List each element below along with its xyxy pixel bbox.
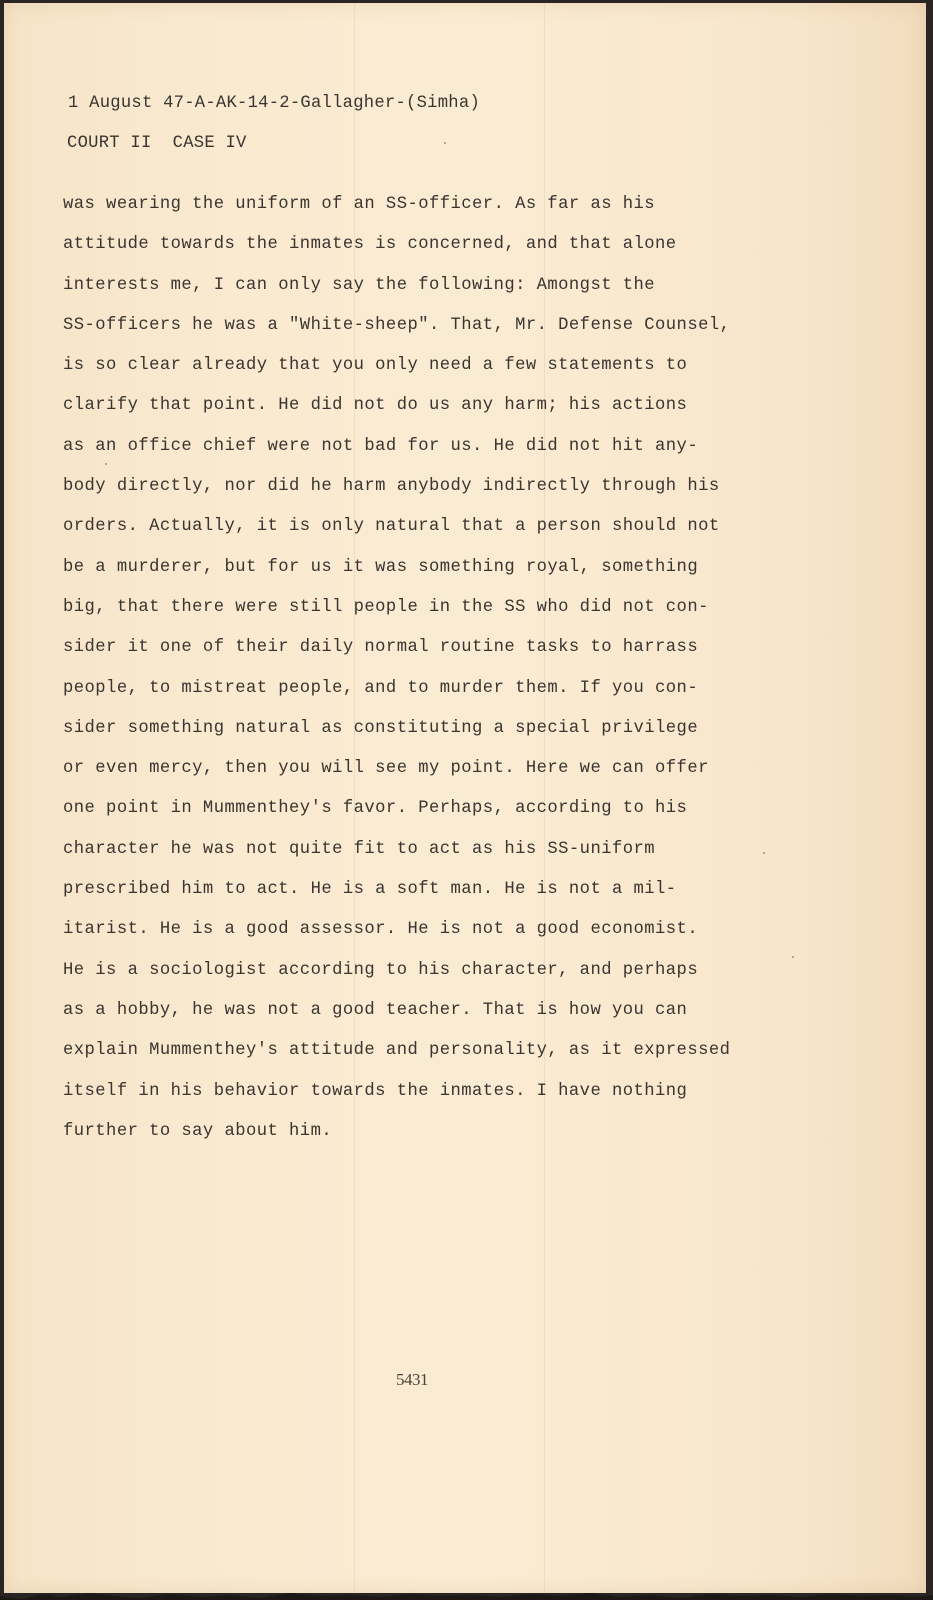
text-line: as an office chief were not bad for us. He did not hit any- <box>63 436 699 456</box>
ink-speck <box>763 852 765 854</box>
court-case-line: COURT II CASE IV <box>67 134 247 153</box>
text-line: prescribed him to act. He is a soft man. He is not a mil- <box>63 880 677 900</box>
document-reference-line: 1 August 47-A-AK-14-2-Gallagher-(Simha) <box>68 94 481 113</box>
ink-speck <box>105 463 107 465</box>
text-line: sider something natural as constituting a special privilege <box>63 718 699 738</box>
ink-speck <box>792 956 794 958</box>
text-line: or even mercy, then you will see my point. Here we can offer <box>63 759 709 779</box>
text-line: one point in Mummenthey's favor. Perhaps, according to his <box>63 799 688 819</box>
document-page <box>4 3 926 1593</box>
text-line: be a murderer, but for us it was something royal, something <box>63 557 699 577</box>
text-line: is so clear already that you only need a few statements to <box>63 356 688 376</box>
text-line: further to say about him. <box>63 1121 333 1141</box>
text-line: He is a sociologist according to his character, and perhaps <box>63 960 699 980</box>
text-line: SS-officers he was a "White-sheep". That, Mr. Defense Counsel, <box>63 315 731 335</box>
text-line: explain Mummenthey's attitude and personality, as it expressed <box>63 1041 731 1061</box>
text-line: big, that there were still people in the SS who did not con- <box>63 597 709 617</box>
text-line: people, to mistreat people, and to murder them. If you con- <box>63 678 699 698</box>
text-line: was wearing the uniform of an SS-officer. As far as his <box>63 195 656 214</box>
text-line: body directly, nor did he harm anybody indirectly through his <box>63 477 720 497</box>
torn-bottom-edge <box>0 1590 933 1600</box>
ink-speck <box>444 142 446 144</box>
text-line: itarist. He is a good assessor. He is not a good economist. <box>63 920 699 940</box>
text-line: character he was not quite fit to act as his SS-uniform <box>63 839 656 859</box>
text-line: clarify that point. He did not do us any harm; his actions <box>63 396 688 416</box>
testimony-body <box>63 193 730 1160</box>
text-line: as a hobby, he was not a good teacher. That is how you can <box>63 1000 688 1020</box>
text-line: interests me, I can only say the following: Amongst the <box>63 275 656 295</box>
page-number: 5431 <box>396 1370 428 1389</box>
text-line: itself in his behavior towards the inmates. I have nothing <box>63 1081 688 1101</box>
text-line: attitude towards the inmates is concerned, and that alone <box>63 235 677 255</box>
text-line: orders. Actually, it is only natural that a person should not <box>63 517 720 537</box>
text-line: sider it one of their daily normal routine tasks to harrass <box>63 638 699 658</box>
